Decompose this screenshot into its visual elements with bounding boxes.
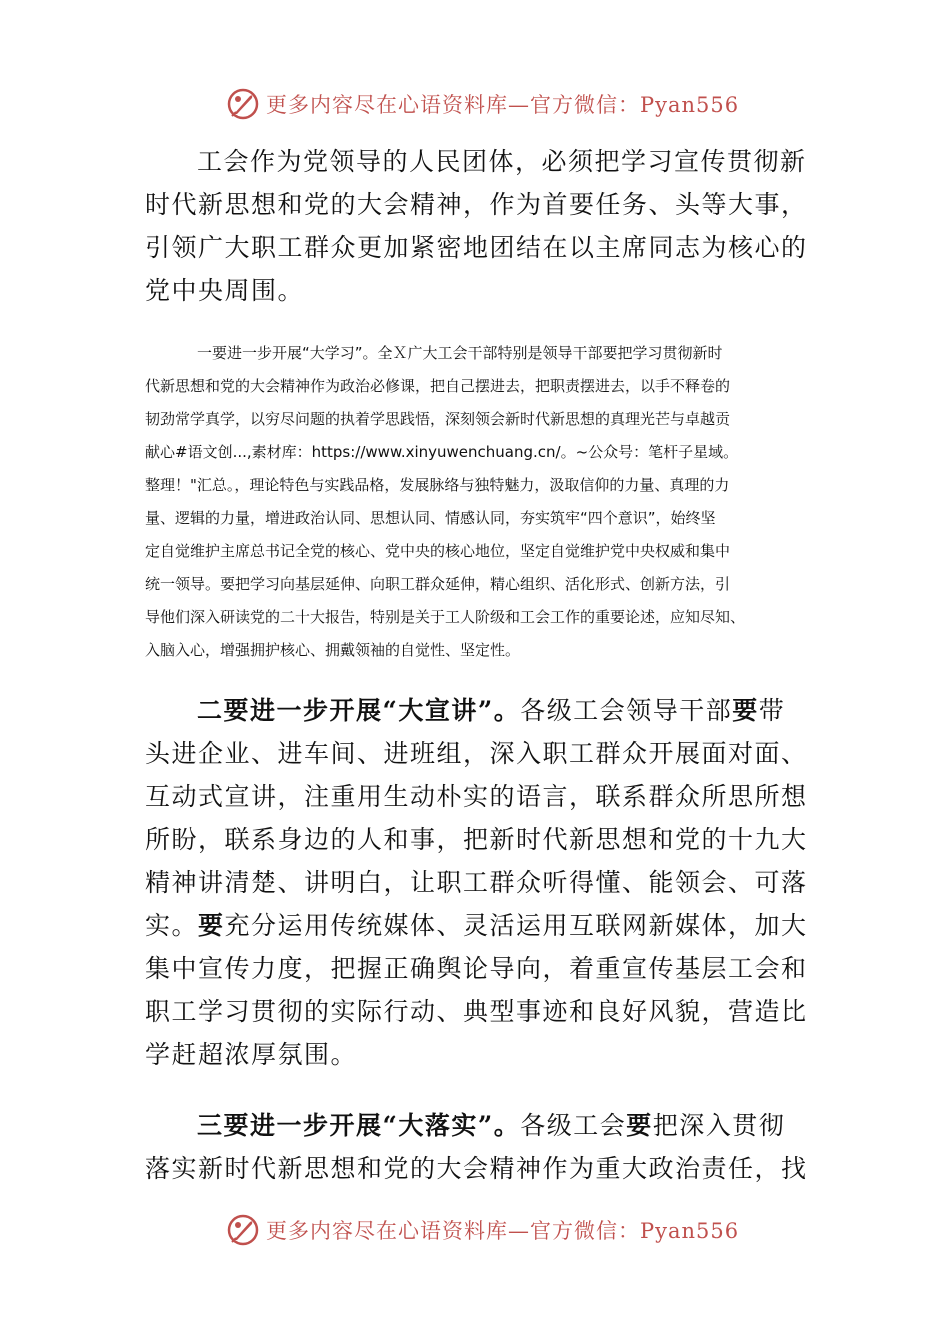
paragraph-study	[145, 337, 815, 667]
text-line: 二要进一步开展“大宣讲”。各级工会领导干部要带	[197, 696, 786, 725]
header-banner	[226, 84, 746, 124]
text-line: 时代新思想和党的大会精神，作为首要任务、头等大事，	[145, 190, 808, 219]
paragraph-propaganda	[145, 689, 808, 1076]
quill-pen-logo-icon	[226, 1213, 260, 1247]
section-heading: 三要进一步开展“大落实”。	[197, 1111, 521, 1140]
text-line: 精神讲清楚、讲明白，让职工群众听得懂、能领会、可落	[145, 868, 808, 897]
banner-text: 更多内容尽在心语资料库—官方微信：Pyan556	[266, 93, 740, 117]
text-line: 党中央周围。	[145, 276, 305, 305]
paragraph-intro	[145, 140, 808, 312]
text-line: 集中宣传力度，把握正确舆论导向，着重宣传基层工会和	[145, 954, 808, 983]
text-line: 定自觉维护主席总书记全党的核心、党中央的核心地位，坚定自觉维护党中央权威和集中	[145, 542, 731, 560]
paragraph-implementation	[145, 1104, 808, 1190]
text-line: 导他们深入研读党的二十大报告，特别是关于工人阶级和工会工作的重要论述，应知尽知、	[145, 608, 746, 626]
text-line: 一要进一步开展“大学习”。全Ｘ广大工会干部特别是领导干部要把学习贯彻新时	[197, 344, 723, 362]
text-line: 实。要充分运用传统媒体、灵活运用互联网新媒体，加大	[145, 911, 808, 940]
text-line: 量、逻辑的力量，增进政治认同、思想认同、情感认同，夯实筑牢“四个意识”，始终坚	[145, 509, 716, 527]
text-line: 统一领导。要把学习向基层延伸、向职工群众延伸，精心组织、活化形式、创新方法，引	[145, 575, 731, 593]
text-line: 工会作为党领导的人民团体，必须把学习宣传贯彻新	[197, 147, 807, 176]
text-line: 互动式宣讲，注重用生动朴实的语言，联系群众所思所想	[145, 782, 808, 811]
banner-text: 更多内容尽在心语资料库—官方微信：Pyan556	[266, 1219, 740, 1243]
text-line: 入脑入心，增强拥护核心、拥戴领袖的自觉性、坚定性。	[145, 641, 521, 659]
text-line: 学赶超浓厚氛围。	[145, 1040, 358, 1069]
text-line: 落实新时代新思想和党的大会精神作为重大政治责任，找	[145, 1154, 808, 1183]
text-line: 引领广大职工群众更加紧密地团结在以主席同志为核心的	[145, 233, 808, 262]
text-line: 献心#语文创...,素材库：https://www.xinyuwenchuang.cn/。~公众号：笔杆子星域。	[145, 443, 739, 461]
section-heading: 二要进一步开展“大宣讲”。	[197, 696, 521, 725]
footer-banner	[226, 1210, 746, 1250]
text-line: 头进企业、进车间、进班组，深入职工群众开展面对面、	[145, 739, 808, 768]
text-line: 韧劲常学真学，以穷尽问题的执着学思践悟，深刻领会新时代新思想的真理光芒与卓越贡	[145, 410, 731, 428]
text-line: 代新思想和党的大会精神作为政治必修课，把自己摆进去，把职责摆进去，以手不释卷的	[145, 377, 731, 395]
text-line: 整理！"汇总。，理论特色与实践品格，发展脉络与独特魅力，汲取信仰的力量、真理的力	[145, 476, 730, 494]
quill-pen-logo-icon	[226, 87, 260, 121]
text-line: 所盼，联系身边的人和事，把新时代新思想和党的十九大	[145, 825, 808, 854]
text-line: 职工学习贯彻的实际行动、典型事迹和良好风貌，营造比	[145, 997, 808, 1026]
text-line: 三要进一步开展“大落实”。各级工会要把深入贯彻	[197, 1111, 786, 1140]
